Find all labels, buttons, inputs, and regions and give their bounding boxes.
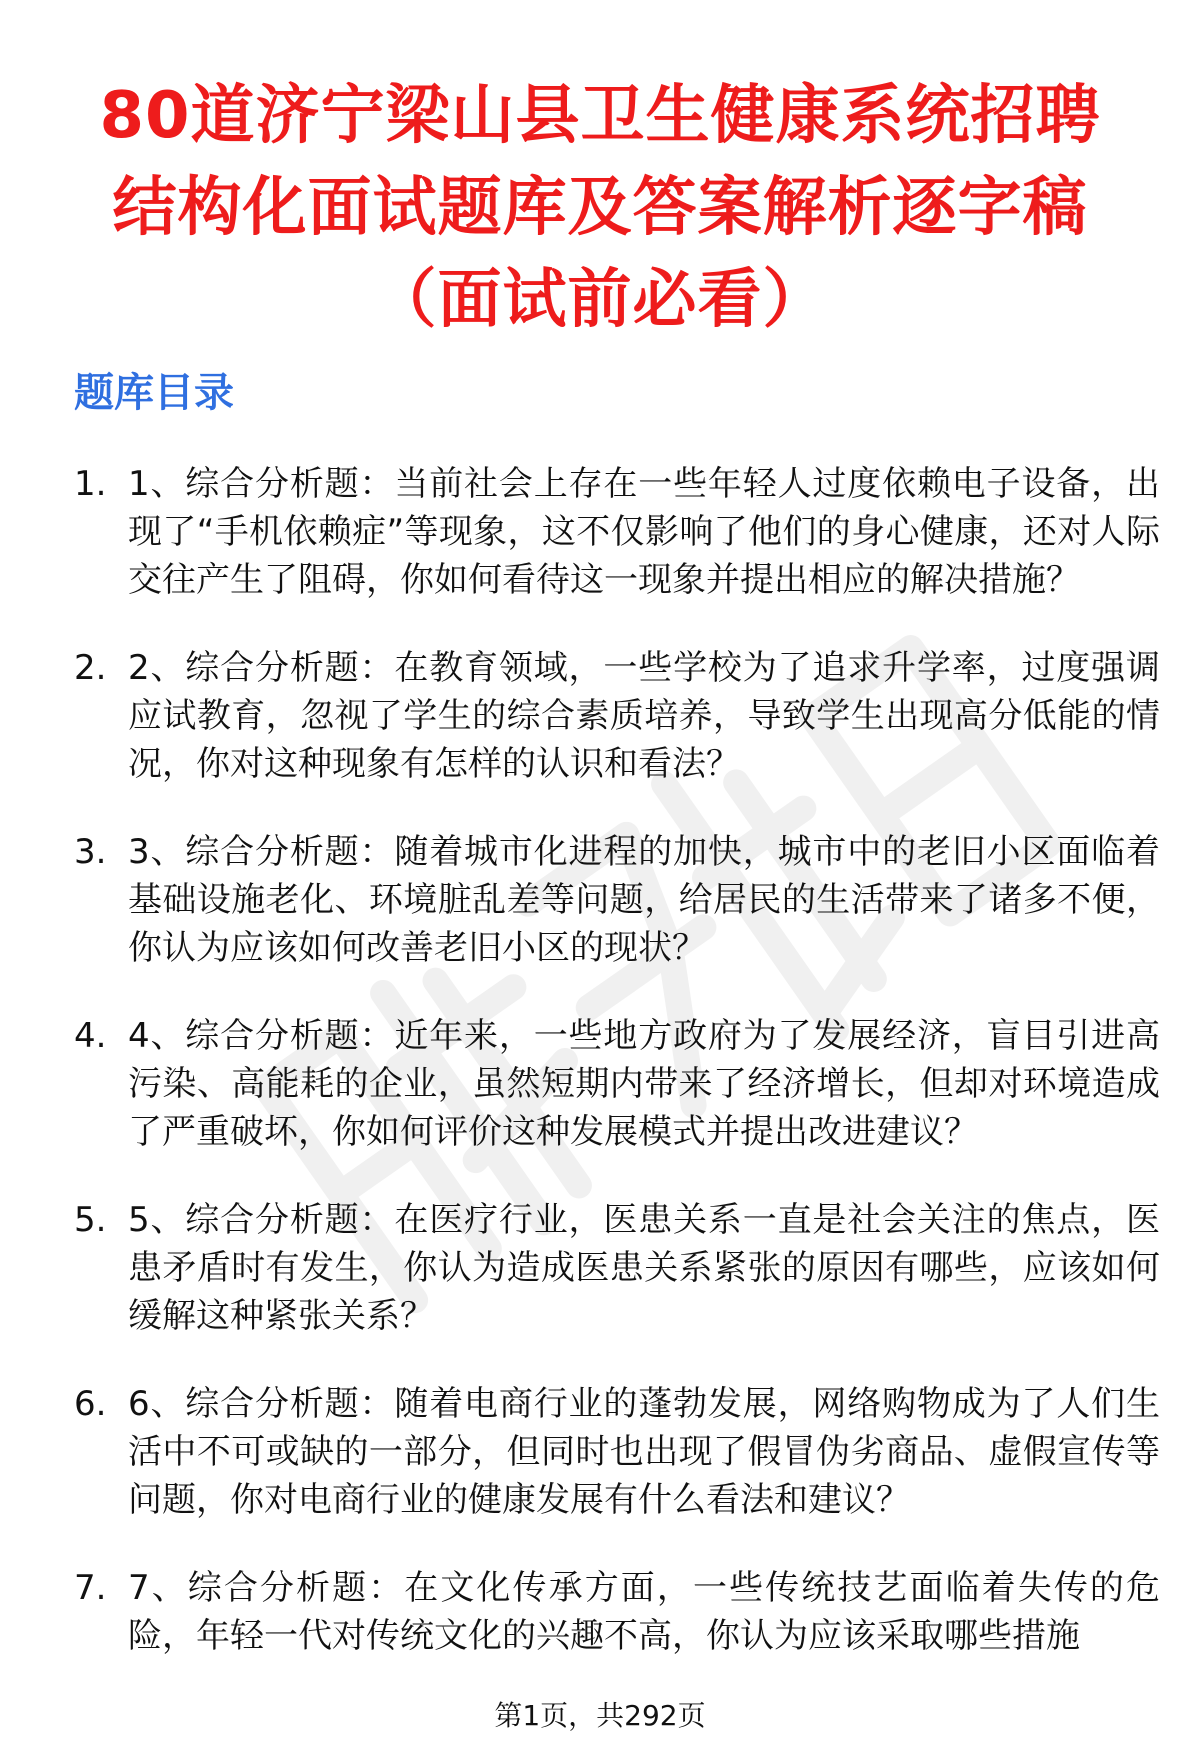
toc-item[interactable]: [74, 1564, 1160, 1660]
toc-item-number: 3.: [74, 832, 107, 872]
toc-item-number: 1.: [74, 464, 107, 504]
toc-item-number: 7.: [74, 1568, 107, 1608]
toc-item-number: 2.: [74, 648, 107, 688]
toc-item[interactable]: [74, 644, 1160, 788]
toc-item-text: 3、综合分析题：随着城市化进程的加快，城市中的老旧小区面临着基础设施老化、环境脏乱差等问题，给居民的生活带来了诸多不便，你认为应该如何改善老旧小区的现状？: [128, 832, 1160, 968]
title-line-3: （面试前必看）: [372, 263, 828, 337]
title-line-2: 结构化面试题库及答案解析逐字稿: [112, 171, 1088, 245]
toc-item-text: 7、综合分析题：在文化传承方面，一些传统技艺面临着失传的危险，年轻一代对传统文化的兴趣不高，你认为应该采取哪些措施: [128, 1568, 1160, 1656]
toc-item[interactable]: [74, 1380, 1160, 1524]
toc-item-text: 1、综合分析题：当前社会上存在一些年轻人过度依赖电子设备，出现了“手机依赖症”等现象，这不仅影响了他们的身心健康，还对人际交往产生了阻碍，你如何看待这一现象并提出相应的解决措施？: [128, 464, 1160, 600]
toc-item-text: 2、综合分析题：在教育领域，一些学校为了追求升学率，过度强调应试教育，忽视了学生的综合素质培养，导致学生出现高分低能的情况，你对这种现象有怎样的认识和看法？: [128, 648, 1160, 784]
page-footer: 第1页，共292页: [494, 1699, 706, 1732]
toc-item-number: 6.: [74, 1384, 107, 1424]
toc-item[interactable]: [74, 460, 1160, 604]
toc-item[interactable]: [74, 828, 1160, 972]
document-title: [60, 70, 1140, 346]
toc-item-text: 5、综合分析题：在医疗行业，医患关系一直是社会关注的焦点，医患矛盾时有发生，你认为造成医患关系紧张的原因有哪些，应该如何缓解这种紧张关系？: [128, 1200, 1160, 1336]
toc-item[interactable]: [74, 1196, 1160, 1340]
toc-heading: 题库目录: [74, 370, 234, 416]
toc-item-text: 4、综合分析题：近年来，一些地方政府为了发展经济，盲目引进高污染、高能耗的企业，虽然短期内带来了经济增长，但却对环境造成了严重破坏，你如何评价这种发展模式并提出改进建议？: [128, 1016, 1160, 1152]
title-line-1: 80道济宁梁山县卫生健康系统招聘: [99, 79, 1101, 153]
toc-item-number: 5.: [74, 1200, 107, 1240]
toc-item[interactable]: [74, 1012, 1160, 1156]
toc-list: [74, 460, 1160, 1700]
toc-item-number: 4.: [74, 1016, 107, 1056]
toc-item-text: 6、综合分析题：随着电商行业的蓬勃发展，网络购物成为了人们生活中不可或缺的一部分，但同时也出现了假冒伪劣商品、虚假宣传等问题，你对电商行业的健康发展有什么看法和建议？: [128, 1384, 1160, 1520]
